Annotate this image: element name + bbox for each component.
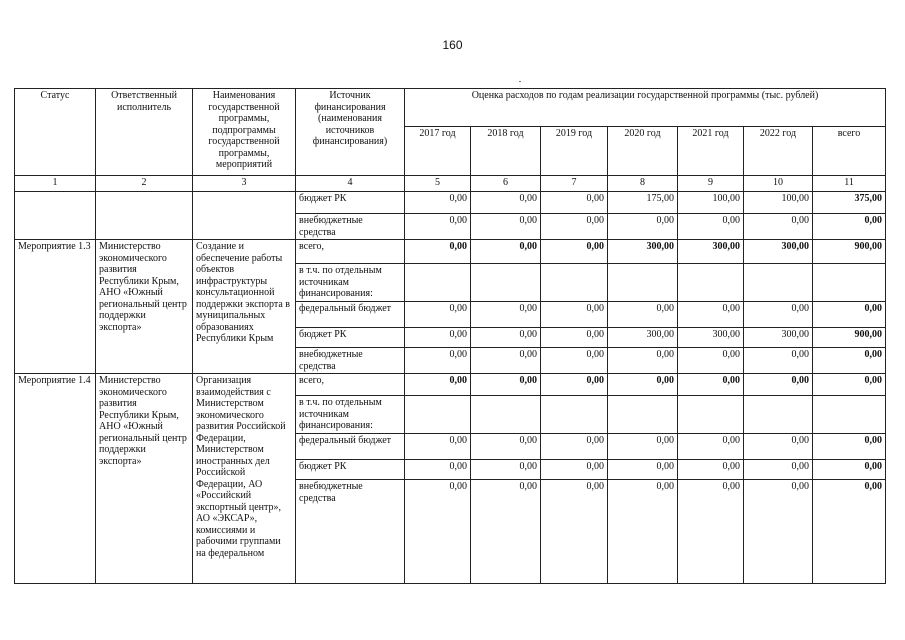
- value-cell: 0,00: [471, 374, 541, 396]
- value-cell: 0,00: [744, 460, 813, 480]
- source-cell: в т.ч. по отдельным источникам финансирования:: [296, 396, 405, 434]
- budget-table: [14, 88, 886, 584]
- source-cell: бюджет РК: [296, 192, 405, 214]
- source-cell: внебюджетные средства: [296, 348, 405, 374]
- value-cell: 300,00: [678, 240, 744, 264]
- value-cell: 0,00: [471, 302, 541, 328]
- column-number: 4: [296, 176, 405, 192]
- value-cell: [608, 396, 678, 434]
- value-cell: 0,00: [471, 328, 541, 348]
- source-cell: внебюджетные средства: [296, 214, 405, 240]
- value-cell: 0,00: [405, 348, 471, 374]
- value-cell: 375,00: [813, 192, 886, 214]
- value-cell: [678, 264, 744, 302]
- source-cell: федеральный бюджет: [296, 434, 405, 460]
- header-year: 2017 год: [405, 127, 471, 176]
- value-cell: [405, 264, 471, 302]
- page-number: 160: [442, 38, 463, 52]
- value-cell: 0,00: [678, 302, 744, 328]
- value-cell: 0,00: [813, 302, 886, 328]
- value-cell: 300,00: [678, 328, 744, 348]
- activity-executor: Министерство экономического развития Республики Крым, АНО «Южный региональный центр поддержки экспорта»: [96, 240, 193, 374]
- column-number: 6: [471, 176, 541, 192]
- header-source: Источник финансирования (наименования источников финансирования): [296, 89, 405, 176]
- value-cell: 0,00: [678, 348, 744, 374]
- source-cell: бюджет РК: [296, 460, 405, 480]
- value-cell: 300,00: [608, 240, 678, 264]
- value-cell: 0,00: [813, 374, 886, 396]
- value-cell: 0,00: [471, 480, 541, 584]
- value-cell: 0,00: [471, 214, 541, 240]
- header-year: 2019 год: [541, 127, 608, 176]
- value-cell: [678, 396, 744, 434]
- header-year: 2018 год: [471, 127, 541, 176]
- table-row: [15, 374, 886, 396]
- empty-program-name-cell: [193, 192, 296, 240]
- value-cell: 0,00: [813, 480, 886, 584]
- value-cell: 0,00: [678, 460, 744, 480]
- scan-speck: [519, 81, 521, 82]
- header-estimate: Оценка расходов по годам реализации государственной программы (тыс. рублей): [405, 89, 886, 127]
- table-row: [15, 192, 886, 214]
- source-cell: в т.ч. по отдельным источникам финансирования:: [296, 264, 405, 302]
- activity-name: Создание и обеспечение работы объектов инфраструктуры консультационной поддержки экспорта в муниципальных образованиях Республики Крым: [193, 240, 296, 374]
- header-year: 2022 год: [744, 127, 813, 176]
- value-cell: 0,00: [608, 348, 678, 374]
- header-status: Статус: [15, 89, 96, 176]
- value-cell: 0,00: [541, 460, 608, 480]
- activity-status: Мероприятие 1.3: [15, 240, 96, 374]
- value-cell: 0,00: [405, 460, 471, 480]
- empty-executor-cell: [96, 192, 193, 240]
- value-cell: 0,00: [541, 214, 608, 240]
- header-total: всего: [813, 127, 886, 176]
- value-cell: 0,00: [678, 214, 744, 240]
- header-row: [15, 89, 886, 127]
- empty-status-cell: [15, 192, 96, 240]
- value-cell: 0,00: [405, 192, 471, 214]
- value-cell: 0,00: [608, 480, 678, 584]
- value-cell: [541, 396, 608, 434]
- value-cell: 0,00: [471, 192, 541, 214]
- value-cell: 0,00: [813, 434, 886, 460]
- value-cell: 175,00: [608, 192, 678, 214]
- source-cell: федеральный бюджет: [296, 302, 405, 328]
- value-cell: [471, 396, 541, 434]
- value-cell: [608, 264, 678, 302]
- value-cell: 0,00: [608, 214, 678, 240]
- column-number: 5: [405, 176, 471, 192]
- column-number: 1: [15, 176, 96, 192]
- column-number: 8: [608, 176, 678, 192]
- value-cell: [744, 264, 813, 302]
- value-cell: [813, 396, 886, 434]
- value-cell: 0,00: [608, 460, 678, 480]
- value-cell: 0,00: [471, 460, 541, 480]
- activity-status: Мероприятие 1.4: [15, 374, 96, 584]
- column-number: 9: [678, 176, 744, 192]
- value-cell: 0,00: [541, 480, 608, 584]
- value-cell: [813, 264, 886, 302]
- header-year: 2020 год: [608, 127, 678, 176]
- value-cell: 0,00: [541, 240, 608, 264]
- table-row: [15, 240, 886, 264]
- column-number: 3: [193, 176, 296, 192]
- value-cell: [744, 396, 813, 434]
- value-cell: 0,00: [471, 240, 541, 264]
- value-cell: 100,00: [678, 192, 744, 214]
- value-cell: [471, 264, 541, 302]
- value-cell: [405, 396, 471, 434]
- value-cell: 0,00: [608, 374, 678, 396]
- source-cell: внебюджетные средства: [296, 480, 405, 584]
- value-cell: 900,00: [813, 240, 886, 264]
- activity-executor: Министерство экономического развития Республики Крым, АНО «Южный региональный центр поддержки экспорта»: [96, 374, 193, 584]
- value-cell: [541, 264, 608, 302]
- header-program-name: Наименования государственной программы, подпрограммы государственной программы, мероприятий: [193, 89, 296, 176]
- value-cell: 0,00: [744, 302, 813, 328]
- column-number: 7: [541, 176, 608, 192]
- value-cell: 0,00: [541, 434, 608, 460]
- value-cell: 0,00: [678, 480, 744, 584]
- activity-name: Организация взаимодействия с Министерством экономического развития Российской Федерации, Министерством иностранных дел Российской Федерации, АО «Российский экспортный центр», АО «ЭКСАР», комиссиями и рабочими группами на федеральном: [193, 374, 296, 584]
- value-cell: 0,00: [744, 434, 813, 460]
- source-cell: бюджет РК: [296, 328, 405, 348]
- value-cell: 300,00: [608, 328, 678, 348]
- source-cell: всего,: [296, 240, 405, 264]
- column-numbers-row: [15, 176, 886, 192]
- column-number: 10: [744, 176, 813, 192]
- value-cell: 0,00: [541, 328, 608, 348]
- value-cell: 0,00: [405, 374, 471, 396]
- value-cell: 0,00: [405, 328, 471, 348]
- value-cell: 300,00: [744, 240, 813, 264]
- value-cell: 0,00: [744, 214, 813, 240]
- value-cell: 0,00: [471, 434, 541, 460]
- value-cell: 0,00: [678, 434, 744, 460]
- value-cell: 0,00: [541, 192, 608, 214]
- value-cell: 0,00: [608, 434, 678, 460]
- header-executor: Ответственный исполнитель: [96, 89, 193, 176]
- column-number: 2: [96, 176, 193, 192]
- value-cell: 0,00: [813, 214, 886, 240]
- value-cell: 0,00: [405, 434, 471, 460]
- value-cell: 0,00: [405, 302, 471, 328]
- value-cell: 0,00: [541, 302, 608, 328]
- value-cell: 0,00: [813, 348, 886, 374]
- value-cell: 300,00: [744, 328, 813, 348]
- header-year: 2021 год: [678, 127, 744, 176]
- value-cell: 0,00: [744, 480, 813, 584]
- value-cell: 0,00: [744, 348, 813, 374]
- value-cell: 100,00: [744, 192, 813, 214]
- value-cell: 900,00: [813, 328, 886, 348]
- value-cell: 0,00: [405, 240, 471, 264]
- source-cell: всего,: [296, 374, 405, 396]
- value-cell: 0,00: [471, 348, 541, 374]
- value-cell: 0,00: [405, 214, 471, 240]
- value-cell: 0,00: [405, 480, 471, 584]
- value-cell: 0,00: [813, 460, 886, 480]
- value-cell: 0,00: [678, 374, 744, 396]
- value-cell: 0,00: [541, 348, 608, 374]
- value-cell: 0,00: [541, 374, 608, 396]
- column-number: 11: [813, 176, 886, 192]
- value-cell: 0,00: [608, 302, 678, 328]
- value-cell: 0,00: [744, 374, 813, 396]
